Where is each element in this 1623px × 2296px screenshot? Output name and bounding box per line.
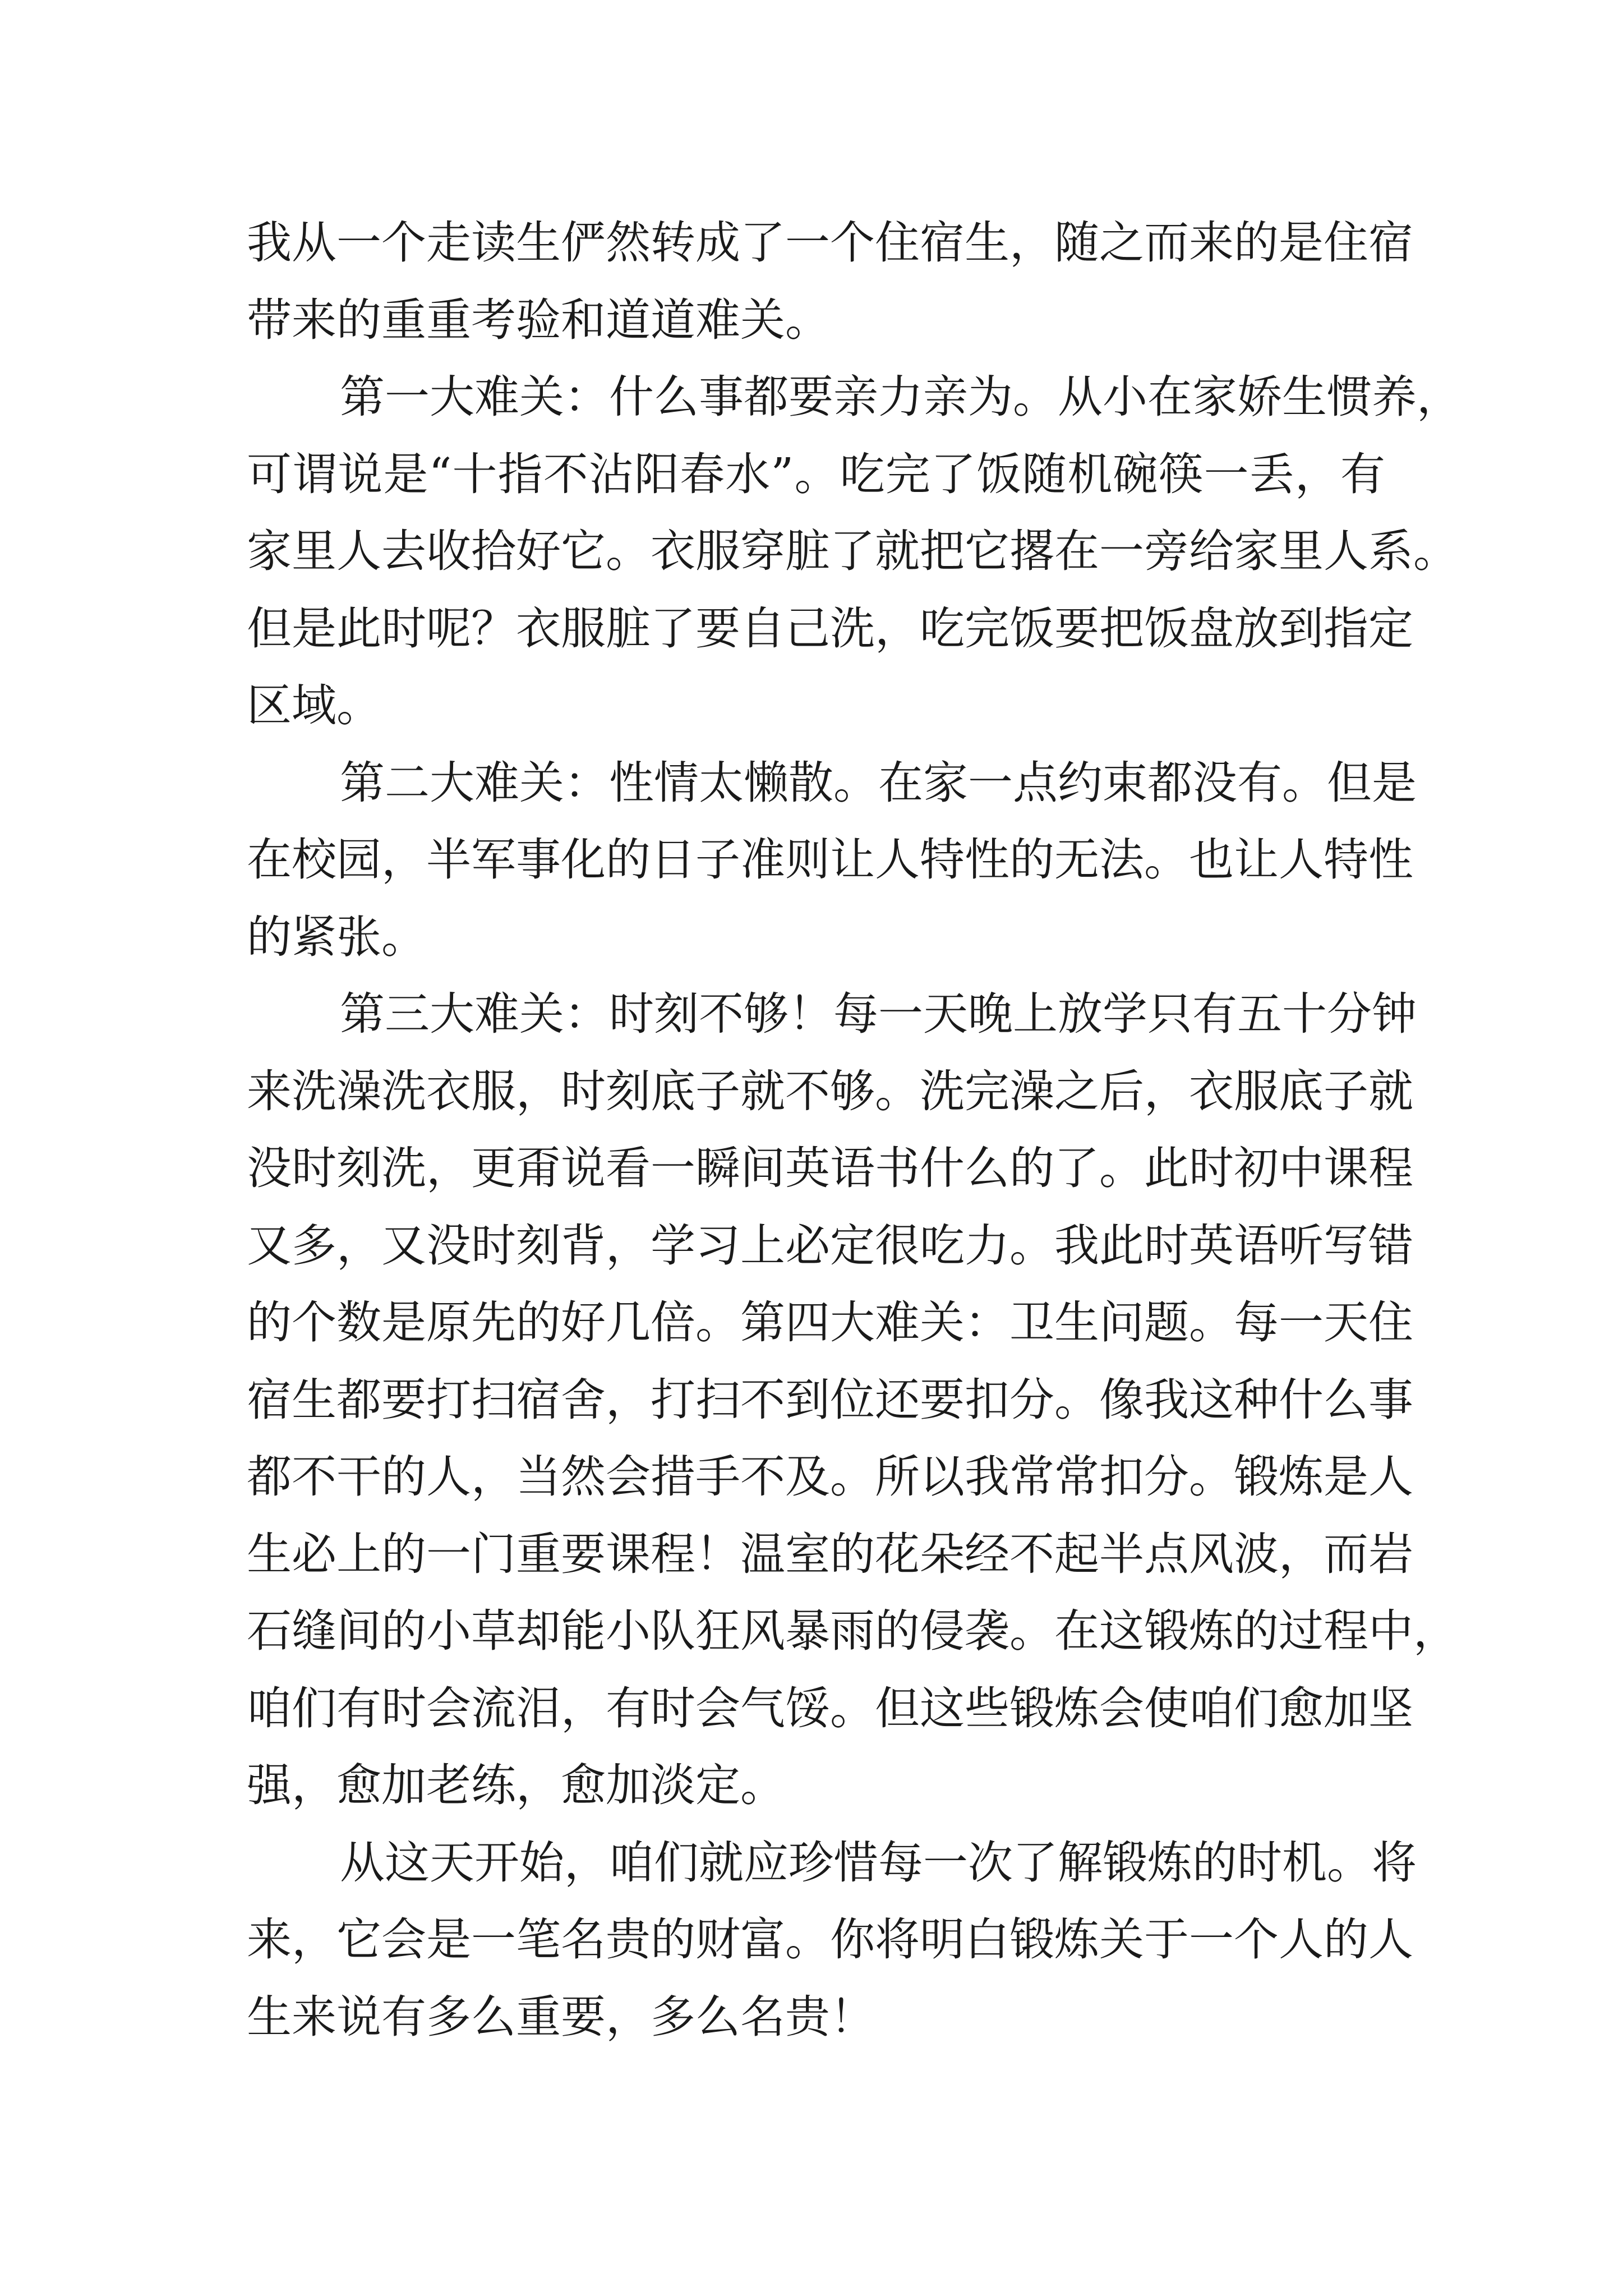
text-line: 来，它会是一笔名贵的财富。你将明白锻炼关于一个人的人	[247, 1913, 1413, 1966]
paragraph	[247, 976, 1458, 1824]
text-line: 生必上的一门重要课程！温室的花朵经不起半点风波，而岩	[247, 1527, 1413, 1580]
text-line: 可谓说是“十指不沾阳春水”。吃完了饭随机碗筷一丢，有	[247, 448, 1385, 500]
paragraph	[247, 744, 1417, 976]
text-line: 石缝间的小草却能小队狂风暴雨的侵袭。在这锻炼的过程中，	[247, 1605, 1458, 1657]
text-line: 第三大难关：时刻不够！每一天晚上放学只有五十分钟	[340, 988, 1417, 1040]
text-line: 但是此时呢？衣服脏了要自己洗，吃完饭要把饭盘放到指定	[247, 602, 1413, 655]
text-line: 生来说有多么重要，多么名贵！	[247, 1990, 875, 2043]
text-line: 第一大难关：什么事都要亲力亲为。从小在家娇生惯养，	[340, 371, 1461, 423]
paragraph	[247, 204, 1413, 358]
text-line: 带来的重重考验和道道难关。	[247, 293, 830, 346]
paragraph	[247, 358, 1461, 744]
text-line: 在校园，半军事化的日子准则让人特性的无法。也让人特性	[247, 834, 1413, 886]
text-line: 都不干的人，当然会措手不及。所以我常常扣分。锻炼是人	[247, 1451, 1413, 1503]
text-line: 来洗澡洗衣服，时刻底子就不够。洗完澡之后，衣服底子就	[247, 1065, 1413, 1117]
text-line: 的紧张。	[247, 910, 426, 963]
text-line: 的个数是原先的好几倍。第四大难关：卫生问题。每一天住	[247, 1296, 1413, 1349]
text-line: 从这天开始，咱们就应珍惜每一次了解锻炼的时机。将	[340, 1836, 1417, 1889]
text-line: 又多，又没时刻背，学习上必定很吃力。我此时英语听写错	[247, 1219, 1413, 1272]
text-line: 宿生都要打扫宿舍，打扫不到位还要扣分。像我这种什么事	[247, 1373, 1413, 1426]
text-line: 家里人去收拾好它。衣服穿脏了就把它撂在一旁给家里人系。	[247, 525, 1458, 577]
text-line: 我从一个走读生俨然转成了一个住宿生，随之而来的是住宿	[247, 217, 1413, 269]
text-line: 咱们有时会流泪，有时会气馁。但这些锻炼会使咱们愈加坚	[247, 1682, 1413, 1734]
text-line: 区域。	[247, 679, 381, 731]
text-line: 第二大难关：性情太懒散。在家一点约束都没有。但是	[340, 756, 1417, 809]
paragraph	[247, 1824, 1417, 2056]
text-line: 强，愈加老练，愈加淡定。	[247, 1759, 785, 1811]
text-line: 没时刻洗，更甭说看一瞬间英语书什么的了。此时初中课程	[247, 1142, 1413, 1194]
document-body	[247, 204, 1461, 2055]
